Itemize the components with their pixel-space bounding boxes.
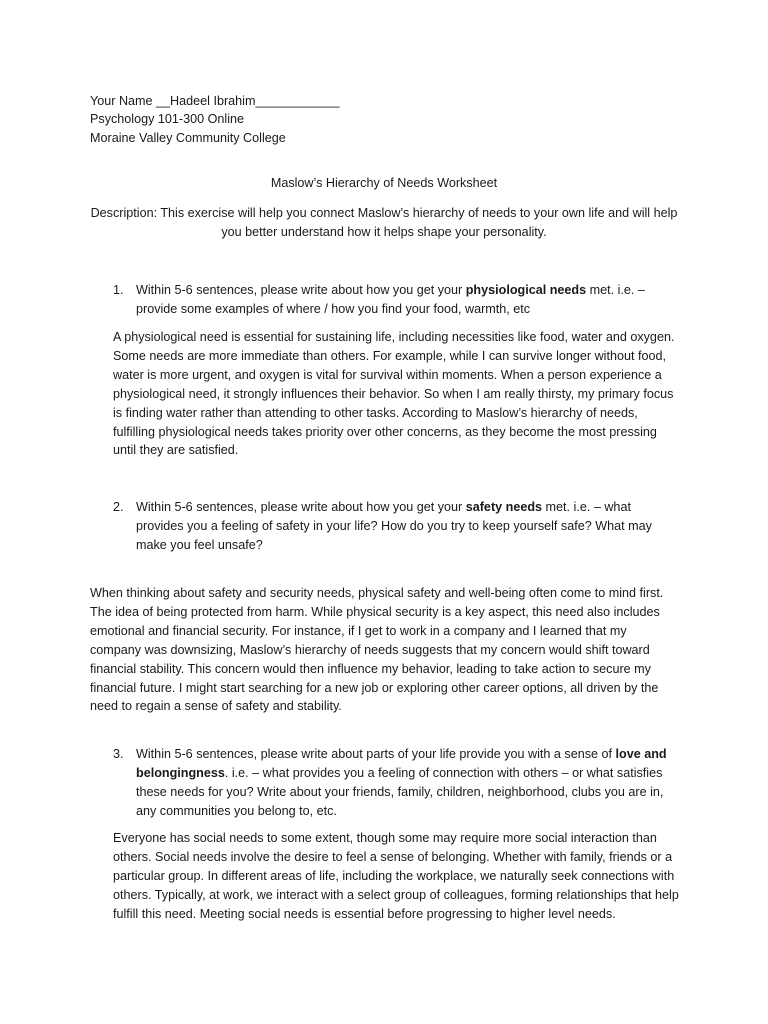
student-name-line: Your Name __Hadeel Ibrahim____________ (90, 94, 340, 108)
college-line: Moraine Valley Community College (90, 131, 286, 145)
question-1-text-after: met. i.e. – provide some examples of where / how you find your food, warmth, etc (136, 283, 645, 316)
question-3-text-after: . i.e. – what provides you a feeling of connection with others – or what satisfies these needs for you? Write about your friends, family, children, neighborhood, clubs you are in, any communities you belong to, etc. (136, 765, 664, 818)
question-1-keyword: physiological needs (465, 283, 587, 297)
question-1-prompt (136, 281, 681, 319)
course-line: Psychology 101-300 Online (90, 112, 245, 126)
question-3-number: 3. (113, 747, 124, 761)
answer-2: When thinking about safety and security needs, physical safety and well-being often come to mind first. The idea of being protected from harm. While physical security is a key aspect, this need also includes emotional and financial security. For instance, if I get to work in a company and I learned that my company was downsizing, Maslow’s hierarchy of needs suggests that my concern would shift toward financial stability. This concern would then influence my behavior, leading to take action to secure my financial future. I might start searching for a new job or exploring other career options, all driven by the need to regain a sense of safety and stability. (90, 586, 664, 714)
question-3-keyword: love and belongingness (136, 747, 667, 780)
worksheet-description: Description: This exercise will help you connect Maslow’s hierarchy of needs to your own life and will help you better understand how it helps shape your personality. (90, 206, 678, 239)
question-2-prompt (136, 498, 681, 555)
worksheet-title: Maslow’s Hierarchy of Needs Worksheet (270, 176, 498, 190)
question-2-number: 2. (113, 500, 124, 514)
question-2-text-before: Within 5-6 sentences, please write about how you get your (136, 500, 466, 514)
question-2-keyword: safety needs (465, 500, 543, 514)
answer-1: A physiological need is essential for sustaining life, including necessities like food, water and oxygen. Some needs are more immediate than others. For example, while I can survive longer without food, water is more urgent, and oxygen is vital for survival within moments. When a person experience a physiological need, it strongly influences their behavior. So when I am really thirsty, my primary focus is finding water rather than attending to other tasks. According to Maslow’s hierarchy of needs, fulfilling physiological needs takes priority over other concerns, as they become the most pressing until they are satisfied. (113, 330, 675, 458)
question-2-text-after: met. i.e. – what provides you a feeling of safety in your life? How do you try to keep yourself safe? What may make you feel unsafe? (136, 500, 652, 552)
question-1-text-before: Within 5-6 sentences, please write about how you get your (136, 283, 466, 297)
question-3-prompt (136, 745, 681, 821)
question-3-text-before: Within 5-6 sentences, please write about parts of your life provide you with a sense of (136, 747, 616, 761)
question-1-number: 1. (113, 283, 124, 297)
answer-3: Everyone has social needs to some extent, though some may require more social interaction than others. Social needs involve the desire to feel a sense of belonging. Whether with family, friends or a particular group. In different areas of life, including the workplace, we naturally seek connections with others. Typically, at work, we interact with a select group of colleagues, forming relationships that help fulfill this need. Meeting social needs is essential before progressing to higher level needs. (113, 831, 679, 921)
